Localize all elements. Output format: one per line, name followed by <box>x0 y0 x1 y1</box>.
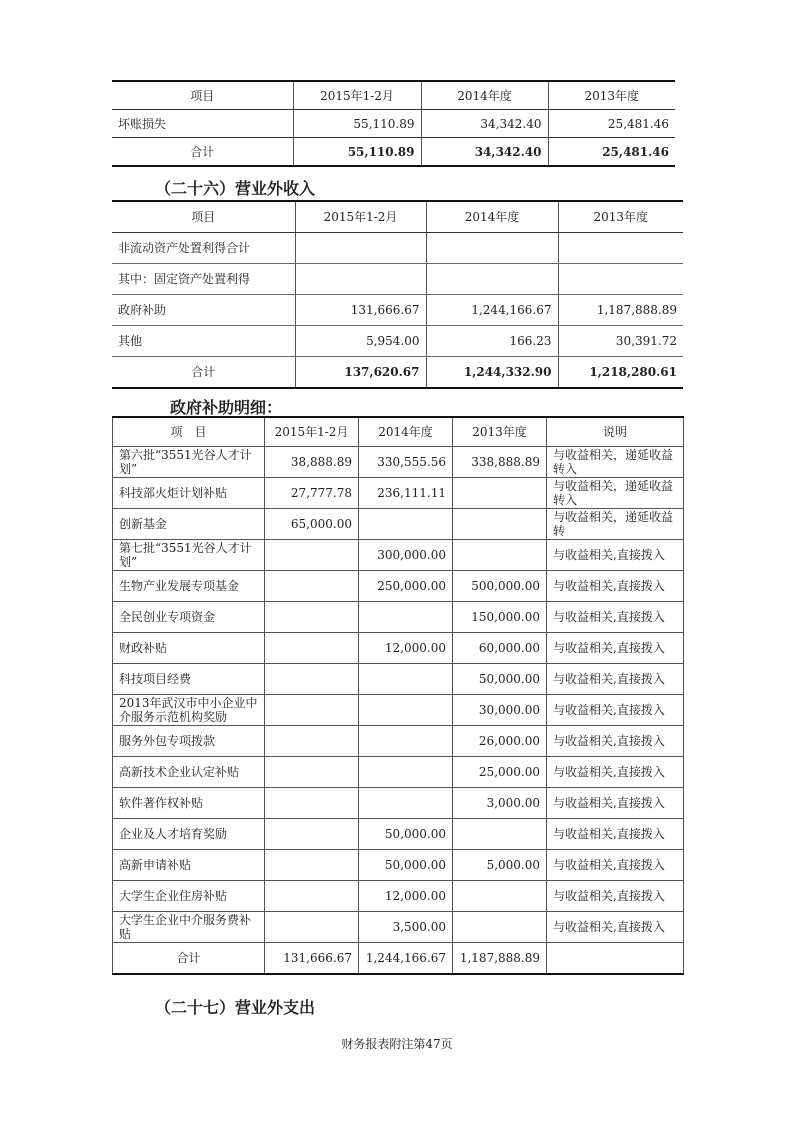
row-label: 大学生企业住房补贴 <box>113 881 265 912</box>
cell-2013: 500,000.00 <box>453 571 547 602</box>
header-2015: 2015年1-2月 <box>295 201 426 233</box>
cell-note: 与收益相关,直接拨入 <box>547 850 684 881</box>
header-2014: 2014年度 <box>359 417 453 447</box>
cell-note: 与收益相关,直接拨入 <box>547 540 684 571</box>
cell-2015: 38,888.89 <box>265 447 359 478</box>
cell-note: 与收益相关,直接拨入 <box>547 602 684 633</box>
cell-note: 与收益相关,直接拨入 <box>547 757 684 788</box>
cell-2014 <box>426 233 558 264</box>
cell-2015 <box>265 726 359 757</box>
cell-note: 与收益相关,直接拨入 <box>547 881 684 912</box>
row-label: 其他 <box>112 326 295 357</box>
cell-2015 <box>265 881 359 912</box>
cell-2013: 50,000.00 <box>453 664 547 695</box>
table-header-row <box>112 201 683 233</box>
cell-2013: 25,481.46 <box>548 110 675 138</box>
cell-2014: 34,342.40 <box>421 138 548 167</box>
row-label: 政府补助 <box>112 295 295 326</box>
cell-2014: 34,342.40 <box>421 110 548 138</box>
header-2013: 2013年度 <box>558 201 683 233</box>
cell-2014: 50,000.00 <box>359 819 453 850</box>
cell-2014 <box>359 695 453 726</box>
cell-2015 <box>265 571 359 602</box>
cell-2015 <box>295 233 426 264</box>
table-row <box>113 757 684 788</box>
row-label: 企业及人才培育奖励 <box>113 819 265 850</box>
cell-2013 <box>453 881 547 912</box>
table-row <box>113 850 684 881</box>
cell-2013: 5,000.00 <box>453 850 547 881</box>
cell-2014: 300,000.00 <box>359 540 453 571</box>
cell-2015 <box>295 264 426 295</box>
header-2014: 2014年度 <box>421 81 548 110</box>
row-label: 软件著作权补贴 <box>113 788 265 819</box>
header-2014: 2014年度 <box>426 201 558 233</box>
row-label: 第七批“3551光谷人才计划” <box>113 540 265 571</box>
cell-2015 <box>265 757 359 788</box>
row-label: 大学生企业中介服务费补贴 <box>113 912 265 943</box>
cell-2013 <box>453 540 547 571</box>
non-operating-income-table <box>112 200 683 389</box>
cell-note: 与收益相关，递延收益转 <box>547 509 684 540</box>
cell-2014: 3,500.00 <box>359 912 453 943</box>
cell-note: 与收益相关,直接拨入 <box>547 819 684 850</box>
row-label: 坏账损失 <box>118 116 167 131</box>
section-27-title: （二十七）营业外支出 <box>155 998 316 1017</box>
row-label: 全民创业专项资金 <box>113 602 265 633</box>
cell-2014 <box>359 788 453 819</box>
cell-note: 与收益相关,直接拨入 <box>547 726 684 757</box>
row-label: 创新基金 <box>113 509 265 540</box>
row-label: 2013年武汉市中小企业中介服务示范机构奖励 <box>113 695 265 726</box>
header-2013: 2013年度 <box>548 81 675 110</box>
header-2015: 2015年1-2月 <box>265 417 359 447</box>
cell-note: 与收益相关,直接拨入 <box>547 633 684 664</box>
row-label: 合计 <box>113 943 265 975</box>
row-label: 非流动资产处置利得合计 <box>112 233 295 264</box>
table-row <box>113 509 684 540</box>
table-row <box>112 264 683 295</box>
cell-note: 与收益相关,直接拨入 <box>547 788 684 819</box>
cell-2014: 12,000.00 <box>359 881 453 912</box>
table-row <box>113 447 684 478</box>
cell-2013: 150,000.00 <box>453 602 547 633</box>
table-row <box>113 540 684 571</box>
header-item: 项目 <box>112 81 293 110</box>
cell-2015: 65,000.00 <box>265 509 359 540</box>
total-row <box>113 943 684 975</box>
cell-2015: 27,777.78 <box>265 478 359 509</box>
cell-2013: 25,000.00 <box>453 757 547 788</box>
cell-2013: 338,888.89 <box>453 447 547 478</box>
cell-2015 <box>265 819 359 850</box>
cell-note: 与收益相关，递延收益转入 <box>547 478 684 509</box>
page-footer: 财务报表附注第47页 <box>341 1037 453 1051</box>
row-label: 高新申请补贴 <box>113 850 265 881</box>
header-2013: 2013年度 <box>453 417 547 447</box>
row-label: 第六批“3551光谷人才计划” <box>113 447 265 478</box>
cell-2013 <box>558 233 683 264</box>
cell-2014: 50,000.00 <box>359 850 453 881</box>
cell-2015 <box>265 912 359 943</box>
row-label: 科技项目经费 <box>113 664 265 695</box>
cell-2013: 60,000.00 <box>453 633 547 664</box>
row-label: 合计 <box>112 357 295 389</box>
table-row <box>113 912 684 943</box>
cell-2013: 30,391.72 <box>558 326 683 357</box>
cell-2015 <box>265 850 359 881</box>
cell-2015: 131,666.67 <box>265 943 359 975</box>
section-26-title: （二十六）营业外收入 <box>155 179 316 198</box>
table-header-row <box>112 81 675 110</box>
cell-2015 <box>265 695 359 726</box>
row-label: 服务外包专项拨款 <box>113 726 265 757</box>
table-row <box>113 819 684 850</box>
cell-2014: 166.23 <box>426 326 558 357</box>
cell-2013 <box>453 509 547 540</box>
cell-2014 <box>359 664 453 695</box>
cell-2014: 330,555.56 <box>359 447 453 478</box>
row-label: 财政补贴 <box>113 633 265 664</box>
row-label: 生物产业发展专项基金 <box>113 571 265 602</box>
cell-2015 <box>265 633 359 664</box>
cell-2013: 1,187,888.89 <box>453 943 547 975</box>
row-label: 合计 <box>112 138 293 167</box>
cell-2015 <box>265 788 359 819</box>
cell-2013: 3,000.00 <box>453 788 547 819</box>
cell-2014: 1,244,166.67 <box>426 295 558 326</box>
cell-2015: 55,110.89 <box>293 110 421 138</box>
cell-note: 与收益相关，递延收益转入 <box>547 447 684 478</box>
table-row <box>113 571 684 602</box>
table-row <box>113 602 684 633</box>
cell-2013 <box>453 819 547 850</box>
government-subsidy-table <box>112 416 684 975</box>
row-label: 其中：固定资产处置利得 <box>112 264 295 295</box>
cell-note: 与收益相关,直接拨入 <box>547 912 684 943</box>
cell-2015 <box>265 540 359 571</box>
row-label: 科技部火炬计划补贴 <box>113 478 265 509</box>
table-row <box>113 664 684 695</box>
table-row <box>112 110 675 138</box>
cell-2015: 131,666.67 <box>295 295 426 326</box>
cell-2014: 12,000.00 <box>359 633 453 664</box>
table-header-row <box>113 417 684 447</box>
cell-note: 与收益相关,直接拨入 <box>547 664 684 695</box>
cell-2014: 250,000.00 <box>359 571 453 602</box>
table-row <box>113 726 684 757</box>
table-row <box>112 233 683 264</box>
table-row <box>112 326 683 357</box>
cell-2014: 236,111.11 <box>359 478 453 509</box>
cell-note: 与收益相关,直接拨入 <box>547 571 684 602</box>
cell-2014: 1,244,166.67 <box>359 943 453 975</box>
cell-2014 <box>359 602 453 633</box>
cell-2013 <box>558 264 683 295</box>
cell-2014 <box>359 726 453 757</box>
cell-2015: 55,110.89 <box>293 138 421 167</box>
header-2015: 2015年1-2月 <box>293 81 421 110</box>
table-row <box>112 295 683 326</box>
cell-2014: 1,244,332.90 <box>426 357 558 389</box>
row-label: 高新技术企业认定补贴 <box>113 757 265 788</box>
cell-2013: 1,187,888.89 <box>558 295 683 326</box>
cell-2013: 25,481.46 <box>548 138 675 167</box>
cell-note <box>547 943 684 975</box>
cell-2015 <box>265 664 359 695</box>
table-row <box>113 478 684 509</box>
cell-2014 <box>359 509 453 540</box>
table-row <box>113 633 684 664</box>
header-note: 说明 <box>547 417 684 447</box>
total-row <box>112 357 683 389</box>
table-row <box>113 695 684 726</box>
total-row <box>112 138 675 167</box>
cell-2014 <box>359 757 453 788</box>
cell-2015: 5,954.00 <box>295 326 426 357</box>
table-row <box>113 788 684 819</box>
cell-2013: 30,000.00 <box>453 695 547 726</box>
cell-2015 <box>265 602 359 633</box>
header-item: 项目 <box>112 201 295 233</box>
cell-2013 <box>453 912 547 943</box>
bad-debt-table <box>112 80 675 167</box>
cell-2013: 1,218,280.61 <box>558 357 683 389</box>
cell-note: 与收益相关,直接拨入 <box>547 695 684 726</box>
table-row <box>113 881 684 912</box>
cell-2013 <box>453 478 547 509</box>
subsidy-detail-title: 政府补助明细： <box>170 398 283 417</box>
header-item: 项 目 <box>113 417 265 447</box>
cell-2013: 26,000.00 <box>453 726 547 757</box>
cell-2014 <box>426 264 558 295</box>
cell-2015: 137,620.67 <box>295 357 426 389</box>
